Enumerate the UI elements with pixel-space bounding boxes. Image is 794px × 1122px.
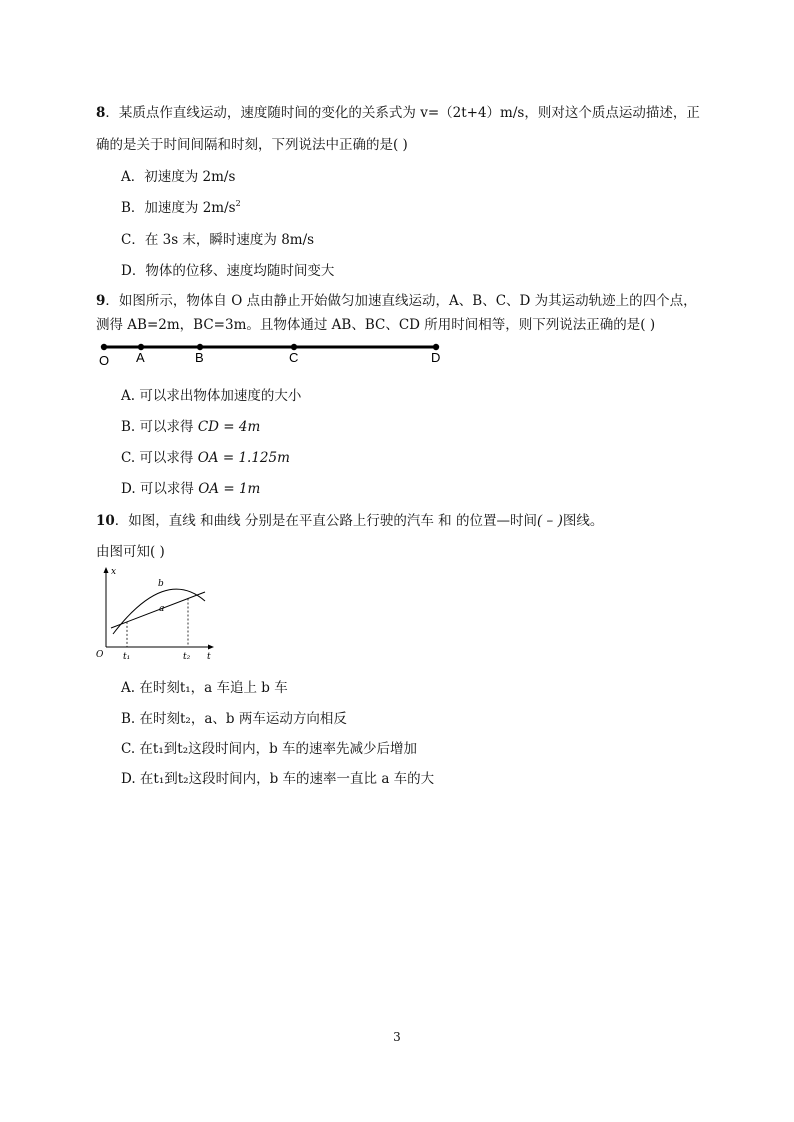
q10-option-d: D. 在t₁到t₂这段时间内，b 车的速率一直比 a 车的大 [121, 771, 435, 787]
q10-t2-label: t₂ [183, 652, 191, 662]
q8-option-d: D．物体的位移、速度均随时间变大 [121, 263, 335, 279]
q10-stem-line1 [96, 509, 603, 529]
q10-stem-line2: 由图可知( ) [96, 544, 165, 560]
q9-option-a: A. 可以求出物体加速度的大小 [121, 388, 302, 404]
q8-option-c: C．在 3s 末，瞬时速度为 8m/s [121, 232, 315, 248]
q9-label-d: D [431, 350, 441, 365]
q10-stem-text1: ．如图，直线 和曲线 分别是在平直公路上行驶的汽车 和 的位置—时间 [114, 513, 537, 529]
q8-option-a: A．初速度为 2m/s [121, 169, 236, 185]
q10-option-b: B. 在时刻t₂，a、b 两车运动方向相反 [121, 711, 347, 727]
q8-number: 8 [96, 105, 106, 121]
q9-option-b [121, 415, 260, 435]
q9-label-o: O [99, 353, 110, 368]
q10-stem-paren: ( – ) [536, 513, 563, 529]
q10-y-label: x [111, 567, 117, 577]
q8-stem-line2: 确的是关于时间间隔和时刻，下列说法中正确的是( ) [96, 137, 408, 153]
q10-line-a-label: a [159, 604, 165, 614]
q9-stem-line2: 测得 AB=2m，BC=3m。且物体通过 AB、BC、CD 所用时间相等，则下列说法正确的是( ) [96, 317, 656, 333]
q9-option-c-math: OA = 1.125m [197, 450, 290, 466]
q9-option-b-text: B. 可以求得 [121, 419, 194, 435]
q9-option-b-math: CD = 4m [197, 419, 261, 435]
q9-point-o [101, 344, 107, 350]
q9-option-d-text: D. 可以求得 [121, 481, 194, 497]
q9-option-c [121, 446, 290, 466]
page-number: 3 [393, 1030, 401, 1044]
q8-stem-text1: ．某质点作直线运动，速度随时间的变化的关系式为 v=（2t+4）m/s，则对这个质点运动描述，正 [105, 105, 700, 121]
q9-line-segment-figure [96, 337, 446, 369]
q10-line-a [111, 592, 205, 628]
q10-position-time-graph [93, 563, 218, 665]
q9-label-a: A [136, 350, 145, 365]
q10-stem-tail: 图线。 [562, 513, 604, 529]
q9-stem-line1 [96, 289, 697, 309]
q10-x-label: t [207, 652, 211, 662]
q10-origin-label: O [96, 650, 104, 660]
q8-stem-line1 [96, 101, 700, 121]
q10-number: 10 [96, 513, 115, 529]
q8-option-b [121, 196, 241, 216]
q10-y-axis-arrow [104, 567, 109, 573]
q8-option-b-text: B．加速度为 2m/s [121, 200, 236, 216]
q9-stem-text1: ．如图所示，物体自 O 点由静止开始做匀加速直线运动，A、B、C、D 为其运动轨迹上的四个点， [105, 293, 697, 309]
q10-curve-b-label: b [158, 579, 164, 589]
q8-option-b-superscript: 2 [235, 199, 241, 208]
q9-option-d [121, 477, 260, 497]
q10-option-c: C. 在t₁到t₂这段时间内，b 车的速率先减少后增加 [121, 741, 418, 757]
q9-label-c: C [289, 350, 299, 365]
q10-x-axis-arrow [208, 645, 214, 650]
q9-number: 9 [96, 293, 106, 309]
q10-option-a: A. 在时刻t₁，a 车追上 b 车 [121, 680, 288, 696]
q9-label-b: B [195, 350, 204, 365]
q9-option-d-math: OA = 1m [198, 481, 261, 497]
q9-option-c-text: C. 可以求得 [121, 450, 194, 466]
q10-t1-label: t₁ [123, 652, 131, 662]
